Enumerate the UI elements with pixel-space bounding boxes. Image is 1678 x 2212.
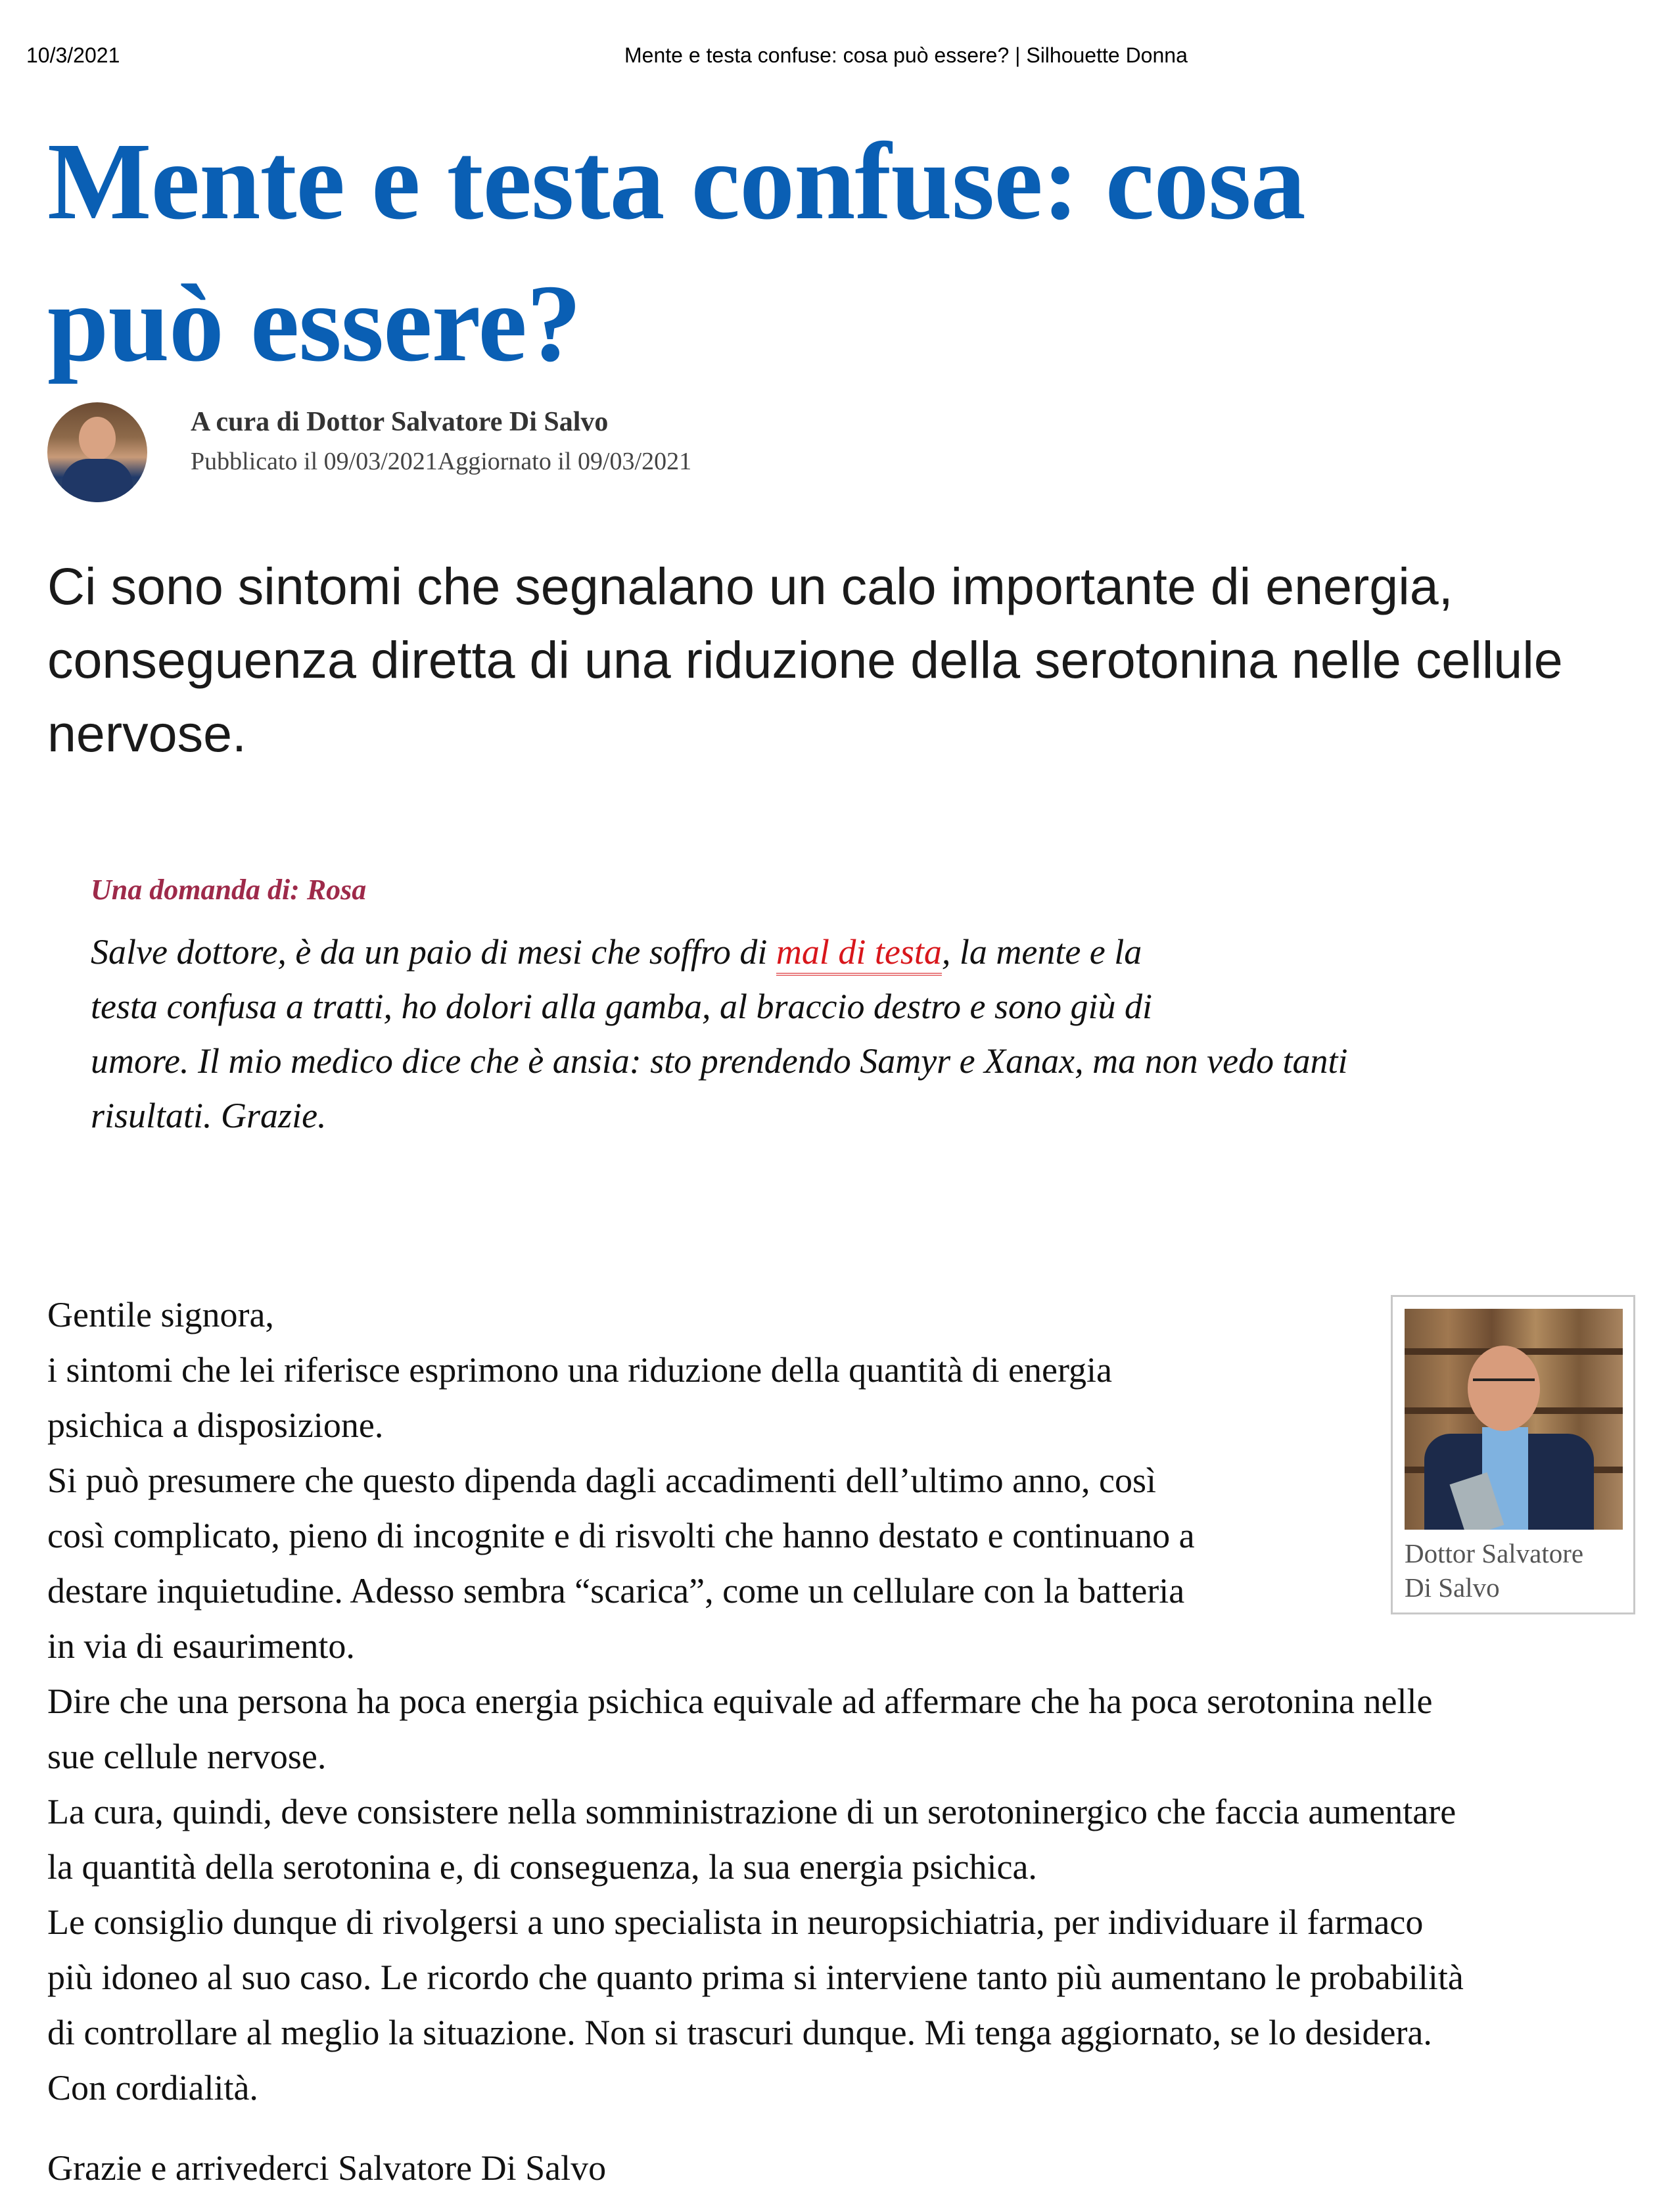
print-page-title: Mente e testa confuse: cosa può essere? | Silhouette Donna xyxy=(624,43,1188,67)
article-title-line-1: Mente e testa confuse: cosa xyxy=(47,120,1305,243)
article-lead xyxy=(47,550,1638,770)
answer-line: Le consiglio dunque di rivolgersi a uno specialista in neuropsichiatria, per individuare il farmaco xyxy=(47,1902,1424,1942)
question-line-1-end: , la mente e la xyxy=(941,932,1142,972)
answer-line: di controllare al meglio la situazione. Non si trascuri dunque. Mi tenga aggiornato, se lo desidera. xyxy=(47,2013,1432,2052)
answer-line: la quantità della serotonina e, di conseguenza, la sua energia psichica. xyxy=(47,1847,1037,1887)
photo-caption xyxy=(1405,1536,1628,1605)
author-avatar[interactable] xyxy=(47,402,147,502)
photo-caption-line-1: Dottor Salvatore xyxy=(1405,1538,1584,1568)
question-line-2: testa confusa a tratti, ho dolori alla gamba, al braccio destro e sono giù di xyxy=(91,987,1152,1026)
byline xyxy=(47,402,967,507)
question-line-1: Salve dottore, è da un paio di mesi che soffro di xyxy=(91,932,776,972)
article-title-line-2: può essere? xyxy=(47,262,581,385)
question-line-4: risultati. Grazie. xyxy=(91,1096,327,1135)
author-name[interactable]: A cura di Dottor Salvatore Di Salvo xyxy=(191,407,609,437)
answer-line: Gentile signora, xyxy=(47,1295,274,1334)
answer-line: Con cordialità. xyxy=(47,2068,258,2107)
doctor-photo-figure xyxy=(1391,1295,1635,1614)
question-text xyxy=(91,925,1471,1143)
question-label: Una domanda di: Rosa xyxy=(91,874,367,906)
reader-question xyxy=(91,873,1471,1143)
doctor-photo xyxy=(1405,1309,1623,1530)
article-title xyxy=(47,110,1493,394)
answer-line: La cura, quindi, deve consistere nella somministrazione di un serotoninergico che faccia aumentare xyxy=(47,1792,1457,1831)
answer-line: destare inquietudine. Adesso sembra “scarica”, come un cellulare con la batteria xyxy=(47,1571,1185,1611)
signoff: Grazie e arrivederci Salvatore Di Salvo xyxy=(47,2148,607,2188)
answer-line: in via di esaurimento. xyxy=(47,1626,355,1666)
publish-dates xyxy=(191,447,691,476)
answer-line: più idoneo al suo caso. Le ricordo che quanto prima si interviene tanto più aumentano le probabilità xyxy=(47,1958,1464,1997)
answer-line: così complicato, pieno di incognite e di risvolti che hanno destato e continuano a xyxy=(47,1516,1195,1555)
answer-line: i sintomi che lei riferisce esprimono una riduzione della quantità di energia xyxy=(47,1350,1112,1390)
question-line-3: umore. Il mio medico dice che è ansia: sto prendendo Samyr e Xanax, ma non vedo tanti xyxy=(91,1041,1348,1081)
print-header xyxy=(0,43,1678,72)
updated-date: Aggiornato il 09/03/2021 xyxy=(437,448,692,475)
answer-line: sue cellule nervose. xyxy=(47,1737,327,1776)
print-date: 10/3/2021 xyxy=(26,43,120,67)
answer-line: psichica a disposizione. xyxy=(47,1405,384,1445)
answer-line: Si può presumere che questo dipenda dagli accadimenti dell’ultimo anno, così xyxy=(47,1461,1157,1500)
lead-line-1: Ci sono sintomi che segnalano un calo importante di energia, xyxy=(47,557,1453,615)
mal-di-testa-link[interactable]: mal di testa xyxy=(776,932,942,976)
lead-line-3: nervose. xyxy=(47,704,247,763)
lead-line-2: conseguenza diretta di una riduzione della serotonina nelle cellule xyxy=(47,630,1563,689)
photo-caption-line-2: Di Salvo xyxy=(1405,1572,1500,1603)
answer-line: Dire che una persona ha poca energia psichica equivale ad affermare che ha poca serotonina nelle xyxy=(47,1682,1433,1721)
published-date: Pubblicato il 09/03/2021 xyxy=(191,448,438,475)
